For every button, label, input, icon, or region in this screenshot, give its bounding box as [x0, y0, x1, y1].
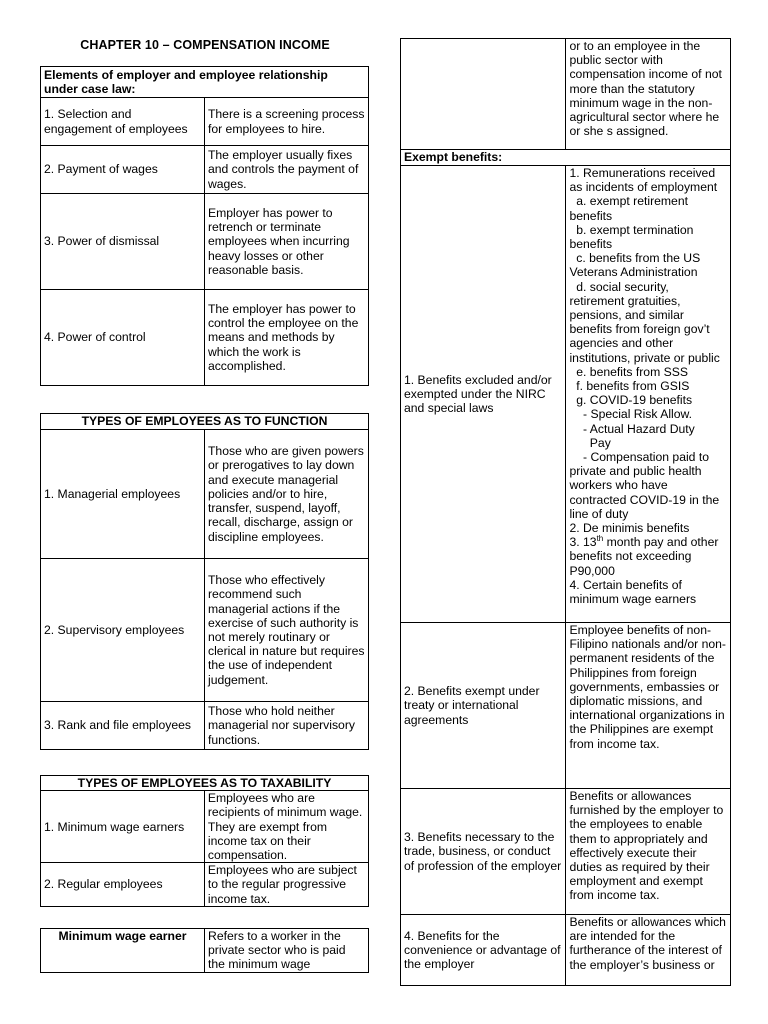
table-row [41, 290, 369, 386]
exempt-benefits-header: Exempt benefits: [401, 150, 731, 166]
row-term: 1. Benefits excluded and/or exempted under the NIRC and special laws [401, 166, 566, 623]
row-term: 1. Minimum wage earners [41, 791, 205, 863]
row-term: 2. Benefits exempt under treaty or international agreements [401, 623, 566, 789]
row-term: 1. Selection and engagement of employees [41, 98, 205, 146]
table-row [41, 98, 369, 146]
thirteenth-sup: th [596, 534, 604, 544]
row-desc [566, 166, 731, 623]
table-row [401, 915, 731, 986]
row-desc: Benefits or allowances furnished by the employer to the employees to enable them to appropriately and effectively execute their duties as required by their employment and exempt from income tax. [566, 789, 731, 915]
table-row [41, 430, 369, 559]
row-desc: Employees who are recipients of minimum wage. They are exempt from income tax on their compensation. [204, 791, 368, 863]
row-desc: Employees who are subject to the regular progressive income tax. [204, 863, 368, 907]
desc-line: - Compensation paid to private and public health workers who have contracted COVID-19 in the line of duty [569, 450, 723, 521]
desc-line: - Special Risk Allow. [569, 407, 693, 422]
table-row [401, 623, 731, 789]
desc-line: c. benefits from the US Veterans Administration [569, 251, 704, 280]
row-term: 4. Power of control [41, 290, 205, 386]
row-desc: Employer has power to retrench or terminate employees when incurring heavy losses or other reasonable basis. [204, 194, 368, 290]
desc-line: d. social security, retirement gratuities, pensions, and similar benefits from foreign gov’t agencies and other institutions, private or public [569, 279, 720, 365]
continuation-text: or to an employee in the public sector with compensation income of not more than the statutory minimum wage in the non-agricultural sector where he or she s assigned. [566, 39, 731, 150]
empty-cell [401, 39, 566, 150]
taxability-table [40, 775, 369, 907]
thirteenth-rest: month pay and other benefits not exceeding P90,000 [569, 535, 722, 578]
row-term: 2. Regular employees [41, 863, 205, 907]
table-row [41, 702, 369, 750]
table-row [41, 146, 369, 194]
row-desc: The employer has power to control the employee on the means and methods by which the work is accomplished. [204, 290, 368, 386]
row-desc: Employee benefits of non-Filipino nationals and/or non-permanent residents of the Philippines from foreign governments, embassies or diplomatic missions, and international organizations in the Philippines are exempt from income tax. [566, 623, 731, 789]
row-term: 2. Supervisory employees [41, 559, 205, 702]
desc-line: 2. De minimis benefits [569, 521, 690, 536]
thirteenth-prefix: 3. 13 [569, 535, 597, 550]
desc-line: f. benefits from GSIS [569, 379, 690, 394]
mwe-table [40, 928, 369, 973]
row-term: 3. Rank and file employees [41, 702, 205, 750]
mwe-term: Minimum wage earner [41, 929, 205, 973]
row-term: 4. Benefits for the convenience or advantage of the employer [401, 915, 566, 986]
desc-line-thirteenth [569, 535, 727, 578]
desc-line: - Actual Hazard Duty Pay [583, 421, 695, 450]
desc-line: a. exempt retirement benefits [569, 194, 692, 223]
table-row [41, 194, 369, 290]
row-desc: Those who effectively recommend such managerial actions if the exercise of such authority is not merely routinary or clerical in nature but requires the use of independent judgement. [204, 559, 368, 702]
row-desc: Those who are given powers or prerogatives to lay down and execute managerial policies and/or to hire, transfer, suspend, layoff, recall, discharge, assign or discipline employees. [204, 430, 368, 559]
exempt-benefits-table [400, 38, 731, 986]
row-desc: There is a screening process for employees to hire. [204, 98, 368, 146]
desc-line: 4. Certain benefits of minimum wage earners [569, 577, 697, 607]
row-term: 2. Payment of wages [41, 146, 205, 194]
desc-line: 1. Remunerations received as incidents of employment [569, 166, 719, 195]
row-term: 3. Benefits necessary to the trade, business, or conduct of profession of the employer [401, 789, 566, 915]
elements-table-header: Elements of employer and employee relationship under case law: [41, 67, 369, 98]
function-table-header: TYPES OF EMPLOYEES AS TO FUNCTION [41, 414, 369, 430]
row-desc: The employer usually fixes and controls the payment of wages. [204, 146, 368, 194]
row-desc: Benefits or allowances which are intended for the furtherance of the interest of the employer’s business or [566, 915, 731, 986]
table-row [41, 791, 369, 863]
row-desc: Those who hold neither managerial nor supervisory functions. [204, 702, 368, 750]
row-term: 1. Managerial employees [41, 430, 205, 559]
desc-line: e. benefits from SSS [569, 364, 689, 379]
table-row [41, 863, 369, 907]
table-row [401, 789, 731, 915]
desc-line: g. COVID-19 benefits [569, 393, 693, 408]
page-title: CHAPTER 10 – COMPENSATION INCOME [80, 38, 330, 52]
taxability-table-header: TYPES OF EMPLOYEES AS TO TAXABILITY [41, 776, 369, 791]
function-table [40, 413, 369, 750]
table-row [41, 559, 369, 702]
table-row [41, 929, 369, 973]
table-row [401, 166, 731, 623]
desc-line: b. exempt termination benefits [569, 222, 697, 252]
elements-table [40, 66, 369, 386]
row-term: 3. Power of dismissal [41, 194, 205, 290]
table-row [401, 39, 731, 150]
mwe-desc: Refers to a worker in the private sector who is paid the minimum wage [205, 929, 369, 973]
